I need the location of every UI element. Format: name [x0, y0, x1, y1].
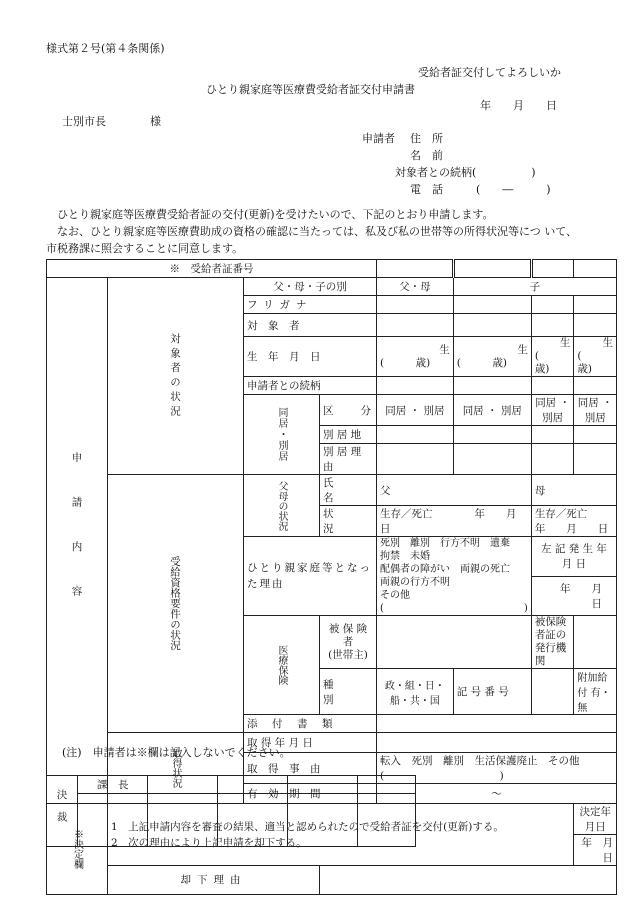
issuer-label: 被保険者証の発行機関 [531, 616, 574, 669]
decision-option-2: 2 次の理由により上記申請を却下する。 [111, 836, 307, 849]
reject-reason-label: 却下理由 [108, 866, 320, 895]
relation-cell[interactable] [453, 377, 531, 395]
age-field: ( 歳) [534, 350, 571, 375]
insured-cell[interactable] [377, 616, 532, 669]
date-line[interactable]: 年 月 日 [480, 99, 557, 112]
applicant-relation-field[interactable]: 対象者との続柄( ) [395, 166, 536, 179]
section-application: 申請内容 [47, 278, 108, 804]
father-mother-header: 父・母 [377, 278, 454, 296]
live-option[interactable]: 同居 ・ 別居 [453, 395, 531, 426]
relation-cell[interactable] [531, 377, 574, 395]
symbol-number-cell[interactable] [531, 669, 574, 715]
separate-reason-cell[interactable] [377, 444, 454, 475]
furigana-label: フリガナ [244, 296, 377, 314]
relation-label: 申請者との続柄 [244, 377, 377, 395]
recipient-number-cell[interactable] [574, 260, 617, 278]
birth-suffix: 生 [602, 337, 614, 349]
insured-subtext: (世帯主) [328, 648, 368, 661]
approval-header-cell [288, 776, 358, 794]
extra-benefit-options: 有・無 [577, 688, 611, 714]
recipient-number-label: ※ 受給者証番号 [47, 260, 377, 278]
approval-stamp-cell[interactable] [357, 794, 415, 847]
reason-line: その他( ) [380, 590, 528, 614]
approval-stamp-text: 受給者証交付してよろしいか [418, 66, 561, 79]
section-target: 対象者の状況 [108, 278, 244, 475]
approval-table [46, 775, 416, 847]
decision-option-1: 1 上記申請内容を審査の結果、適当と認められたので受給者証を交付(更新)する。 [111, 820, 504, 833]
acquisition-reason-options[interactable]: 転入 死別 離別 生活保護廃止 その他( ) [377, 753, 617, 784]
approval-header-cell [148, 776, 218, 794]
statement-paragraph-2: なお、ひとり親家庭等医療費助成の資格の確認に当たっては、私及び私の世帯等の所得状況等につ いて、市税務課に照会することに同意します。 [46, 225, 578, 255]
note: (注) 申請者は※欄は記入しないでください。 [62, 746, 291, 759]
relation-cell[interactable] [574, 377, 617, 395]
occurrence-date-label: 左 記 発 生 年 月 日 [531, 537, 616, 577]
separate-reason-cell[interactable] [453, 444, 531, 475]
approval-label: 決裁 [47, 776, 78, 847]
birth-suffix: 生 [439, 343, 450, 356]
name-label: 氏 名 [320, 475, 377, 506]
section-requirements: 受給資格要件の状況 [108, 475, 244, 733]
status-label: 状 況 [320, 506, 377, 537]
decision-date-label: 決定年月日 [574, 804, 617, 835]
birthdate-label: 生 年 月 日 [244, 337, 377, 377]
separate-place-cell[interactable] [377, 426, 454, 444]
target-name-cell[interactable] [377, 314, 454, 337]
age-field: ( 歳) [380, 356, 431, 369]
approval-stamp-cell[interactable] [288, 794, 358, 847]
extra-benefit-label: 附加給付 [577, 673, 608, 699]
relation-cell[interactable] [377, 377, 454, 395]
mother-label: 母 [534, 484, 546, 497]
father-status-cell[interactable]: 生存／死亡 年 月 日 [377, 506, 532, 537]
live-option[interactable]: 同居 ・ 別居 [574, 395, 617, 426]
reason-line: 死別 離別 行方不明 遺棄 拘禁 未婚 [380, 538, 520, 562]
live-separate-label: 同居・別居 [244, 395, 320, 475]
acquisition-date-label: 取 得 年 月 日 [244, 733, 377, 753]
insurance-type-options[interactable]: 政・組・日・船・共・国 [377, 669, 454, 715]
furigana-cell[interactable] [377, 296, 454, 314]
approval-stamp-cell[interactable] [148, 794, 218, 847]
target-name-cell[interactable] [453, 314, 531, 337]
mother-status-cell[interactable]: 生存／死亡 年 月 日 [531, 506, 616, 537]
father-name-cell[interactable] [377, 475, 532, 506]
separate-place-label: 別 居 地 [320, 426, 377, 444]
applicant-name-field[interactable]: 名 前 [410, 149, 443, 162]
approval-stamp-cell[interactable] [78, 794, 148, 847]
live-option[interactable]: 同居 ・ 別居 [531, 395, 574, 426]
attachments-cell[interactable] [377, 715, 617, 733]
separate-reason-cell[interactable] [531, 444, 574, 475]
reason-line: 配偶者の障がい 両親の死亡 両親の行方不明 [380, 564, 520, 588]
insurance-type-label: 種 別 [320, 669, 377, 715]
approval-header-cell [218, 776, 288, 794]
page-title: ひとり親家庭等医療費受給者証交付申請書 [206, 83, 415, 96]
birth-suffix: 生 [517, 343, 528, 356]
issuer-cell[interactable] [574, 616, 617, 669]
target-name-cell[interactable] [574, 314, 617, 337]
recipient-number-cell[interactable] [377, 260, 454, 278]
attachments-label: 添 付 書 類 [244, 715, 377, 733]
birthdate-cell[interactable] [574, 337, 617, 377]
birth-suffix: 生 [559, 337, 571, 349]
birthdate-cell[interactable] [531, 337, 574, 377]
kubun-label: 区 分 [320, 395, 377, 426]
form-number: 様式第２号(第４条関係) [46, 42, 165, 55]
acquisition-reason-label: 取 得 事 由 [244, 753, 377, 784]
age-field: ( 歳) [456, 356, 507, 369]
insurance-label: 医療保険 [244, 616, 320, 715]
father-label: 父 [380, 484, 391, 497]
applicant-label: 申請者 [362, 132, 395, 145]
acquisition-date-cell[interactable] [377, 733, 617, 753]
reason-label: ひとり親家庭等となった理由 [244, 537, 377, 616]
separate-reason-cell[interactable] [574, 444, 617, 475]
section-chief-label: 課 長 [78, 776, 148, 794]
birthdate-cell[interactable] [453, 337, 531, 377]
addressee: 士別市長 様 [62, 115, 161, 128]
target-label: 対 象 者 [244, 314, 377, 337]
birthdate-cell[interactable] [377, 337, 454, 377]
parent-status-label: 父母の状況 [244, 475, 320, 537]
parent-child-label: 父・母・子の別 [244, 278, 377, 296]
applicant-address-field[interactable]: 住 所 [410, 132, 443, 145]
live-option[interactable]: 同居 ・ 別居 [377, 395, 454, 426]
target-name-cell[interactable] [531, 314, 574, 337]
separate-place-cell[interactable] [574, 426, 617, 444]
decision-label: ※決定欄 [47, 804, 108, 895]
symbol-number-label: 記 号 番 号 [453, 669, 531, 715]
statement-paragraph-1: ひとり親家庭等医療費受給者証の交付(更新)を受けたいので、下記のとおり申請します。 [57, 208, 494, 221]
furigana-cell[interactable] [531, 296, 574, 314]
mother-name-cell[interactable] [531, 475, 616, 506]
approval-header-cell [357, 776, 415, 794]
child-header: 子 [453, 278, 616, 296]
recipient-number-cell[interactable] [453, 260, 531, 278]
occurrence-date-cell[interactable]: 年 月 日 [531, 576, 616, 616]
extra-benefit-cell[interactable] [574, 669, 617, 715]
furigana-cell[interactable] [574, 296, 617, 314]
separate-reason-label: 別 居 理 由 [320, 444, 377, 475]
reject-reason-cell[interactable] [320, 866, 617, 895]
approval-stamp-cell[interactable] [218, 794, 288, 847]
decision-date-cell[interactable]: 年 月 日 [574, 835, 617, 866]
valid-period-label: 有 効 期 間 [244, 784, 377, 804]
valid-period-cell[interactable]: ～ [377, 784, 617, 804]
separate-place-cell[interactable] [531, 426, 574, 444]
furigana-cell[interactable] [453, 296, 531, 314]
reason-options[interactable] [377, 537, 532, 616]
age-field: ( 歳) [577, 350, 614, 375]
applicant-phone-field[interactable]: 電 話 ( ― ) [410, 183, 551, 196]
insured-label [320, 616, 377, 669]
acquisition-label: 取得状況 [108, 733, 244, 804]
separate-place-cell[interactable] [453, 426, 531, 444]
recipient-number-cell[interactable] [531, 260, 574, 278]
insured-text: 被 保 険 者 [328, 622, 368, 648]
